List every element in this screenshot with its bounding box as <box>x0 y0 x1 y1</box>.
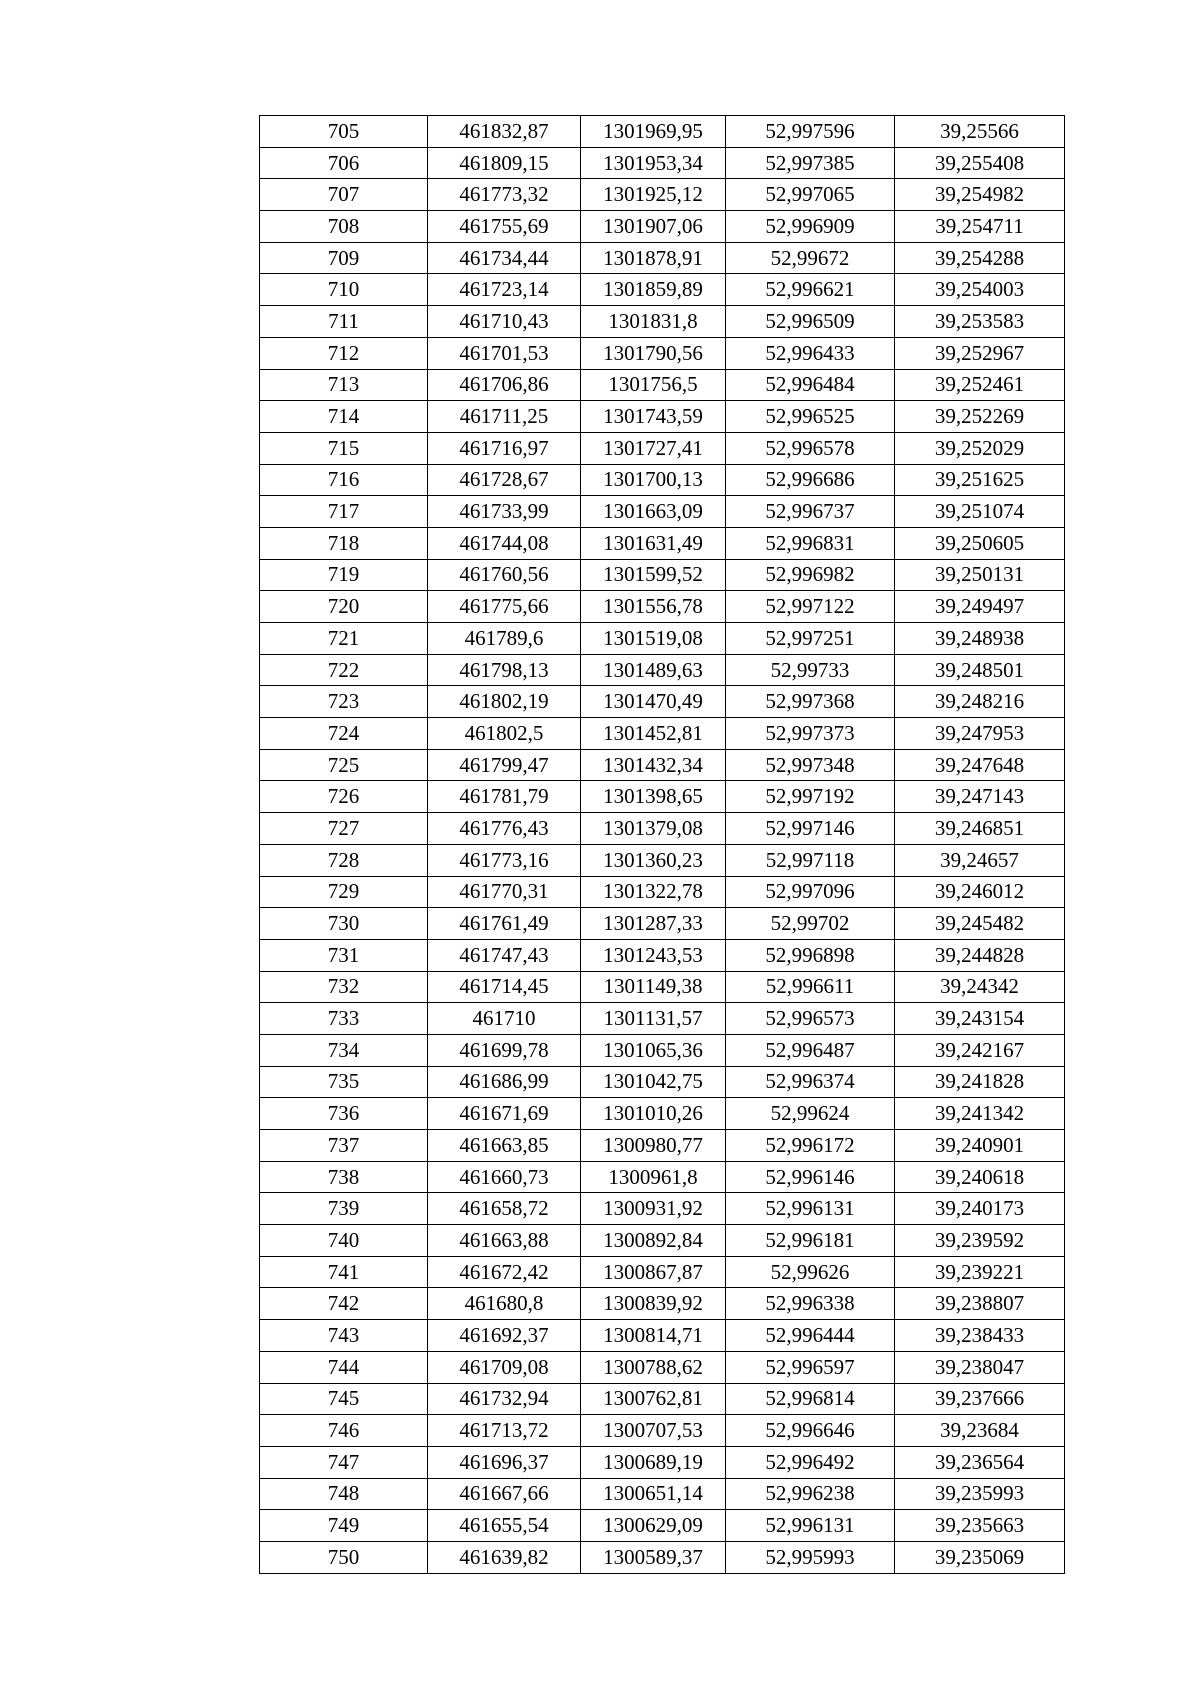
point-number-cell: 746 <box>260 1415 428 1447</box>
table-row <box>260 1256 1065 1288</box>
longitude-cell: 39,251625 <box>895 464 1065 496</box>
table-row <box>260 1478 1065 1510</box>
x-coordinate-cell: 461770,31 <box>428 876 581 908</box>
y-coordinate-cell: 1301452,81 <box>581 718 726 750</box>
longitude-cell: 39,246012 <box>895 876 1065 908</box>
table-row <box>260 306 1065 338</box>
y-coordinate-cell: 1300892,84 <box>581 1225 726 1257</box>
x-coordinate-cell: 461671,69 <box>428 1098 581 1130</box>
y-coordinate-cell: 1300867,87 <box>581 1256 726 1288</box>
table-row <box>260 464 1065 496</box>
longitude-cell: 39,238433 <box>895 1320 1065 1352</box>
latitude-cell: 52,996646 <box>726 1415 895 1447</box>
table-row <box>260 939 1065 971</box>
x-coordinate-cell: 461789,6 <box>428 623 581 655</box>
point-number-cell: 714 <box>260 401 428 433</box>
longitude-cell: 39,25566 <box>895 116 1065 148</box>
latitude-cell: 52,997385 <box>726 147 895 179</box>
table-row <box>260 718 1065 750</box>
point-number-cell: 705 <box>260 116 428 148</box>
latitude-cell: 52,99733 <box>726 654 895 686</box>
y-coordinate-cell: 1301969,95 <box>581 116 726 148</box>
y-coordinate-cell: 1301700,13 <box>581 464 726 496</box>
table-row <box>260 686 1065 718</box>
longitude-cell: 39,248216 <box>895 686 1065 718</box>
table-row <box>260 623 1065 655</box>
latitude-cell: 52,996909 <box>726 211 895 243</box>
y-coordinate-cell: 1300839,92 <box>581 1288 726 1320</box>
x-coordinate-cell: 461710 <box>428 1003 581 1035</box>
y-coordinate-cell: 1300788,62 <box>581 1351 726 1383</box>
table-row <box>260 242 1065 274</box>
point-number-cell: 722 <box>260 654 428 686</box>
table-row <box>260 908 1065 940</box>
table-row <box>260 1510 1065 1542</box>
x-coordinate-cell: 461802,5 <box>428 718 581 750</box>
latitude-cell: 52,996374 <box>726 1066 895 1098</box>
latitude-cell: 52,99702 <box>726 908 895 940</box>
longitude-cell: 39,245482 <box>895 908 1065 940</box>
longitude-cell: 39,235069 <box>895 1541 1065 1573</box>
point-number-cell: 731 <box>260 939 428 971</box>
longitude-cell: 39,247143 <box>895 781 1065 813</box>
longitude-cell: 39,24657 <box>895 844 1065 876</box>
point-number-cell: 709 <box>260 242 428 274</box>
latitude-cell: 52,997192 <box>726 781 895 813</box>
y-coordinate-cell: 1301727,41 <box>581 432 726 464</box>
x-coordinate-cell: 461639,82 <box>428 1541 581 1573</box>
table-row <box>260 1351 1065 1383</box>
x-coordinate-cell: 461733,99 <box>428 496 581 528</box>
latitude-cell: 52,996573 <box>726 1003 895 1035</box>
latitude-cell: 52,996898 <box>726 939 895 971</box>
x-coordinate-cell: 461680,8 <box>428 1288 581 1320</box>
table-row <box>260 1161 1065 1193</box>
longitude-cell: 39,254711 <box>895 211 1065 243</box>
y-coordinate-cell: 1300931,92 <box>581 1193 726 1225</box>
point-number-cell: 750 <box>260 1541 428 1573</box>
y-coordinate-cell: 1301042,75 <box>581 1066 726 1098</box>
longitude-cell: 39,244828 <box>895 939 1065 971</box>
point-number-cell: 735 <box>260 1066 428 1098</box>
point-number-cell: 748 <box>260 1478 428 1510</box>
point-number-cell: 716 <box>260 464 428 496</box>
y-coordinate-cell: 1300651,14 <box>581 1478 726 1510</box>
y-coordinate-cell: 1300707,53 <box>581 1415 726 1447</box>
x-coordinate-cell: 461760,56 <box>428 559 581 591</box>
table-row <box>260 1288 1065 1320</box>
point-number-cell: 707 <box>260 179 428 211</box>
latitude-cell: 52,996578 <box>726 432 895 464</box>
x-coordinate-cell: 461711,25 <box>428 401 581 433</box>
x-coordinate-cell: 461802,19 <box>428 686 581 718</box>
point-number-cell: 708 <box>260 211 428 243</box>
latitude-cell: 52,997251 <box>726 623 895 655</box>
x-coordinate-cell: 461699,78 <box>428 1034 581 1066</box>
y-coordinate-cell: 1301831,8 <box>581 306 726 338</box>
longitude-cell: 39,241828 <box>895 1066 1065 1098</box>
point-number-cell: 734 <box>260 1034 428 1066</box>
x-coordinate-cell: 461744,08 <box>428 527 581 559</box>
latitude-cell: 52,996444 <box>726 1320 895 1352</box>
point-number-cell: 724 <box>260 718 428 750</box>
y-coordinate-cell: 1300961,8 <box>581 1161 726 1193</box>
y-coordinate-cell: 1301131,57 <box>581 1003 726 1035</box>
table-row <box>260 337 1065 369</box>
latitude-cell: 52,996484 <box>726 369 895 401</box>
longitude-cell: 39,252029 <box>895 432 1065 464</box>
longitude-cell: 39,239592 <box>895 1225 1065 1257</box>
x-coordinate-cell: 461692,37 <box>428 1320 581 1352</box>
y-coordinate-cell: 1301859,89 <box>581 274 726 306</box>
point-number-cell: 749 <box>260 1510 428 1542</box>
y-coordinate-cell: 1300629,09 <box>581 1510 726 1542</box>
latitude-cell: 52,996737 <box>726 496 895 528</box>
latitude-cell: 52,997348 <box>726 749 895 781</box>
table-row <box>260 813 1065 845</box>
latitude-cell: 52,996525 <box>726 401 895 433</box>
y-coordinate-cell: 1301322,78 <box>581 876 726 908</box>
longitude-cell: 39,239221 <box>895 1256 1065 1288</box>
latitude-cell: 52,997596 <box>726 116 895 148</box>
x-coordinate-cell: 461773,16 <box>428 844 581 876</box>
y-coordinate-cell: 1301663,09 <box>581 496 726 528</box>
point-number-cell: 713 <box>260 369 428 401</box>
x-coordinate-cell: 461667,66 <box>428 1478 581 1510</box>
latitude-cell: 52,996172 <box>726 1130 895 1162</box>
point-number-cell: 706 <box>260 147 428 179</box>
y-coordinate-cell: 1301489,63 <box>581 654 726 686</box>
y-coordinate-cell: 1301065,36 <box>581 1034 726 1066</box>
point-number-cell: 711 <box>260 306 428 338</box>
point-number-cell: 745 <box>260 1383 428 1415</box>
latitude-cell: 52,996131 <box>726 1193 895 1225</box>
table-row <box>260 876 1065 908</box>
latitude-cell: 52,997096 <box>726 876 895 908</box>
x-coordinate-cell: 461755,69 <box>428 211 581 243</box>
latitude-cell: 52,996433 <box>726 337 895 369</box>
latitude-cell: 52,99626 <box>726 1256 895 1288</box>
table-row <box>260 654 1065 686</box>
latitude-cell: 52,995993 <box>726 1541 895 1573</box>
x-coordinate-cell: 461655,54 <box>428 1510 581 1542</box>
longitude-cell: 39,255408 <box>895 147 1065 179</box>
longitude-cell: 39,24342 <box>895 971 1065 1003</box>
x-coordinate-cell: 461734,44 <box>428 242 581 274</box>
point-number-cell: 710 <box>260 274 428 306</box>
latitude-cell: 52,996597 <box>726 1351 895 1383</box>
y-coordinate-cell: 1300589,37 <box>581 1541 726 1573</box>
table-row <box>260 274 1065 306</box>
x-coordinate-cell: 461798,13 <box>428 654 581 686</box>
point-number-cell: 729 <box>260 876 428 908</box>
latitude-cell: 52,997146 <box>726 813 895 845</box>
longitude-cell: 39,248938 <box>895 623 1065 655</box>
latitude-cell: 52,996621 <box>726 274 895 306</box>
longitude-cell: 39,251074 <box>895 496 1065 528</box>
latitude-cell: 52,996831 <box>726 527 895 559</box>
point-number-cell: 738 <box>260 1161 428 1193</box>
point-number-cell: 732 <box>260 971 428 1003</box>
y-coordinate-cell: 1300762,81 <box>581 1383 726 1415</box>
point-number-cell: 740 <box>260 1225 428 1257</box>
point-number-cell: 736 <box>260 1098 428 1130</box>
y-coordinate-cell: 1301925,12 <box>581 179 726 211</box>
point-number-cell: 717 <box>260 496 428 528</box>
point-number-cell: 721 <box>260 623 428 655</box>
table-row <box>260 591 1065 623</box>
point-number-cell: 712 <box>260 337 428 369</box>
longitude-cell: 39,235663 <box>895 1510 1065 1542</box>
y-coordinate-cell: 1301556,78 <box>581 591 726 623</box>
latitude-cell: 52,996492 <box>726 1446 895 1478</box>
y-coordinate-cell: 1300980,77 <box>581 1130 726 1162</box>
latitude-cell: 52,99624 <box>726 1098 895 1130</box>
table-row <box>260 116 1065 148</box>
x-coordinate-cell: 461781,79 <box>428 781 581 813</box>
y-coordinate-cell: 1300814,71 <box>581 1320 726 1352</box>
x-coordinate-cell: 461773,32 <box>428 179 581 211</box>
longitude-cell: 39,248501 <box>895 654 1065 686</box>
x-coordinate-cell: 461663,85 <box>428 1130 581 1162</box>
y-coordinate-cell: 1301599,52 <box>581 559 726 591</box>
x-coordinate-cell: 461732,94 <box>428 1383 581 1415</box>
table-row <box>260 1320 1065 1352</box>
point-number-cell: 733 <box>260 1003 428 1035</box>
latitude-cell: 52,997065 <box>726 179 895 211</box>
point-number-cell: 730 <box>260 908 428 940</box>
y-coordinate-cell: 1300689,19 <box>581 1446 726 1478</box>
y-coordinate-cell: 1301631,49 <box>581 527 726 559</box>
longitude-cell: 39,250131 <box>895 559 1065 591</box>
table-row <box>260 971 1065 1003</box>
latitude-cell: 52,99672 <box>726 242 895 274</box>
x-coordinate-cell: 461709,08 <box>428 1351 581 1383</box>
point-number-cell: 728 <box>260 844 428 876</box>
latitude-cell: 52,996238 <box>726 1478 895 1510</box>
table-row <box>260 1415 1065 1447</box>
x-coordinate-cell: 461713,72 <box>428 1415 581 1447</box>
table-row <box>260 432 1065 464</box>
table-row <box>260 1034 1065 1066</box>
x-coordinate-cell: 461660,73 <box>428 1161 581 1193</box>
longitude-cell: 39,249497 <box>895 591 1065 623</box>
y-coordinate-cell: 1301379,08 <box>581 813 726 845</box>
longitude-cell: 39,254003 <box>895 274 1065 306</box>
point-number-cell: 741 <box>260 1256 428 1288</box>
y-coordinate-cell: 1301287,33 <box>581 908 726 940</box>
y-coordinate-cell: 1301360,23 <box>581 844 726 876</box>
latitude-cell: 52,996131 <box>726 1510 895 1542</box>
y-coordinate-cell: 1301432,34 <box>581 749 726 781</box>
longitude-cell: 39,252461 <box>895 369 1065 401</box>
longitude-cell: 39,254288 <box>895 242 1065 274</box>
longitude-cell: 39,247648 <box>895 749 1065 781</box>
longitude-cell: 39,23684 <box>895 1415 1065 1447</box>
x-coordinate-cell: 461776,43 <box>428 813 581 845</box>
point-number-cell: 720 <box>260 591 428 623</box>
latitude-cell: 52,997373 <box>726 718 895 750</box>
table-row <box>260 369 1065 401</box>
table-row <box>260 1098 1065 1130</box>
x-coordinate-cell: 461728,67 <box>428 464 581 496</box>
point-number-cell: 726 <box>260 781 428 813</box>
x-coordinate-cell: 461747,43 <box>428 939 581 971</box>
latitude-cell: 52,997118 <box>726 844 895 876</box>
point-number-cell: 719 <box>260 559 428 591</box>
latitude-cell: 52,996181 <box>726 1225 895 1257</box>
y-coordinate-cell: 1301470,49 <box>581 686 726 718</box>
x-coordinate-cell: 461716,97 <box>428 432 581 464</box>
longitude-cell: 39,240618 <box>895 1161 1065 1193</box>
longitude-cell: 39,254982 <box>895 179 1065 211</box>
longitude-cell: 39,240173 <box>895 1193 1065 1225</box>
table-row <box>260 1003 1065 1035</box>
table-row <box>260 496 1065 528</box>
table-row <box>260 401 1065 433</box>
latitude-cell: 52,996509 <box>726 306 895 338</box>
longitude-cell: 39,238807 <box>895 1288 1065 1320</box>
longitude-cell: 39,238047 <box>895 1351 1065 1383</box>
table-row <box>260 1193 1065 1225</box>
point-number-cell: 715 <box>260 432 428 464</box>
point-number-cell: 744 <box>260 1351 428 1383</box>
table-row <box>260 1066 1065 1098</box>
x-coordinate-cell: 461706,86 <box>428 369 581 401</box>
longitude-cell: 39,253583 <box>895 306 1065 338</box>
y-coordinate-cell: 1301878,91 <box>581 242 726 274</box>
longitude-cell: 39,247953 <box>895 718 1065 750</box>
table-row <box>260 749 1065 781</box>
x-coordinate-cell: 461761,49 <box>428 908 581 940</box>
longitude-cell: 39,246851 <box>895 813 1065 845</box>
y-coordinate-cell: 1301790,56 <box>581 337 726 369</box>
longitude-cell: 39,252269 <box>895 401 1065 433</box>
longitude-cell: 39,241342 <box>895 1098 1065 1130</box>
longitude-cell: 39,236564 <box>895 1446 1065 1478</box>
longitude-cell: 39,235993 <box>895 1478 1065 1510</box>
longitude-cell: 39,240901 <box>895 1130 1065 1162</box>
x-coordinate-cell: 461710,43 <box>428 306 581 338</box>
longitude-cell: 39,250605 <box>895 527 1065 559</box>
point-number-cell: 727 <box>260 813 428 845</box>
latitude-cell: 52,996338 <box>726 1288 895 1320</box>
longitude-cell: 39,237666 <box>895 1383 1065 1415</box>
latitude-cell: 52,997368 <box>726 686 895 718</box>
point-number-cell: 742 <box>260 1288 428 1320</box>
longitude-cell: 39,252967 <box>895 337 1065 369</box>
x-coordinate-cell: 461686,99 <box>428 1066 581 1098</box>
table-row <box>260 147 1065 179</box>
y-coordinate-cell: 1301907,06 <box>581 211 726 243</box>
y-coordinate-cell: 1301243,53 <box>581 939 726 971</box>
latitude-cell: 52,996487 <box>726 1034 895 1066</box>
x-coordinate-cell: 461701,53 <box>428 337 581 369</box>
table-row <box>260 1130 1065 1162</box>
y-coordinate-cell: 1301756,5 <box>581 369 726 401</box>
latitude-cell: 52,996814 <box>726 1383 895 1415</box>
longitude-cell: 39,242167 <box>895 1034 1065 1066</box>
y-coordinate-cell: 1301398,65 <box>581 781 726 813</box>
x-coordinate-cell: 461663,88 <box>428 1225 581 1257</box>
point-number-cell: 743 <box>260 1320 428 1352</box>
point-number-cell: 737 <box>260 1130 428 1162</box>
latitude-cell: 52,997122 <box>726 591 895 623</box>
table-row <box>260 1225 1065 1257</box>
x-coordinate-cell: 461775,66 <box>428 591 581 623</box>
x-coordinate-cell: 461809,15 <box>428 147 581 179</box>
latitude-cell: 52,996982 <box>726 559 895 591</box>
x-coordinate-cell: 461723,14 <box>428 274 581 306</box>
y-coordinate-cell: 1301519,08 <box>581 623 726 655</box>
y-coordinate-cell: 1301953,34 <box>581 147 726 179</box>
coordinates-table-body <box>260 116 1065 1574</box>
latitude-cell: 52,996611 <box>726 971 895 1003</box>
point-number-cell: 747 <box>260 1446 428 1478</box>
y-coordinate-cell: 1301010,26 <box>581 1098 726 1130</box>
point-number-cell: 725 <box>260 749 428 781</box>
point-number-cell: 723 <box>260 686 428 718</box>
table-row <box>260 781 1065 813</box>
latitude-cell: 52,996686 <box>726 464 895 496</box>
table-row <box>260 1383 1065 1415</box>
x-coordinate-cell: 461658,72 <box>428 1193 581 1225</box>
point-number-cell: 718 <box>260 527 428 559</box>
table-row <box>260 559 1065 591</box>
y-coordinate-cell: 1301149,38 <box>581 971 726 1003</box>
x-coordinate-cell: 461672,42 <box>428 1256 581 1288</box>
x-coordinate-cell: 461799,47 <box>428 749 581 781</box>
table-row <box>260 527 1065 559</box>
table-row <box>260 844 1065 876</box>
x-coordinate-cell: 461832,87 <box>428 116 581 148</box>
x-coordinate-cell: 461696,37 <box>428 1446 581 1478</box>
y-coordinate-cell: 1301743,59 <box>581 401 726 433</box>
x-coordinate-cell: 461714,45 <box>428 971 581 1003</box>
longitude-cell: 39,243154 <box>895 1003 1065 1035</box>
table-row <box>260 1541 1065 1573</box>
latitude-cell: 52,996146 <box>726 1161 895 1193</box>
table-row <box>260 1446 1065 1478</box>
point-number-cell: 739 <box>260 1193 428 1225</box>
table-row <box>260 179 1065 211</box>
coordinates-table <box>259 115 1065 1574</box>
table-row <box>260 211 1065 243</box>
